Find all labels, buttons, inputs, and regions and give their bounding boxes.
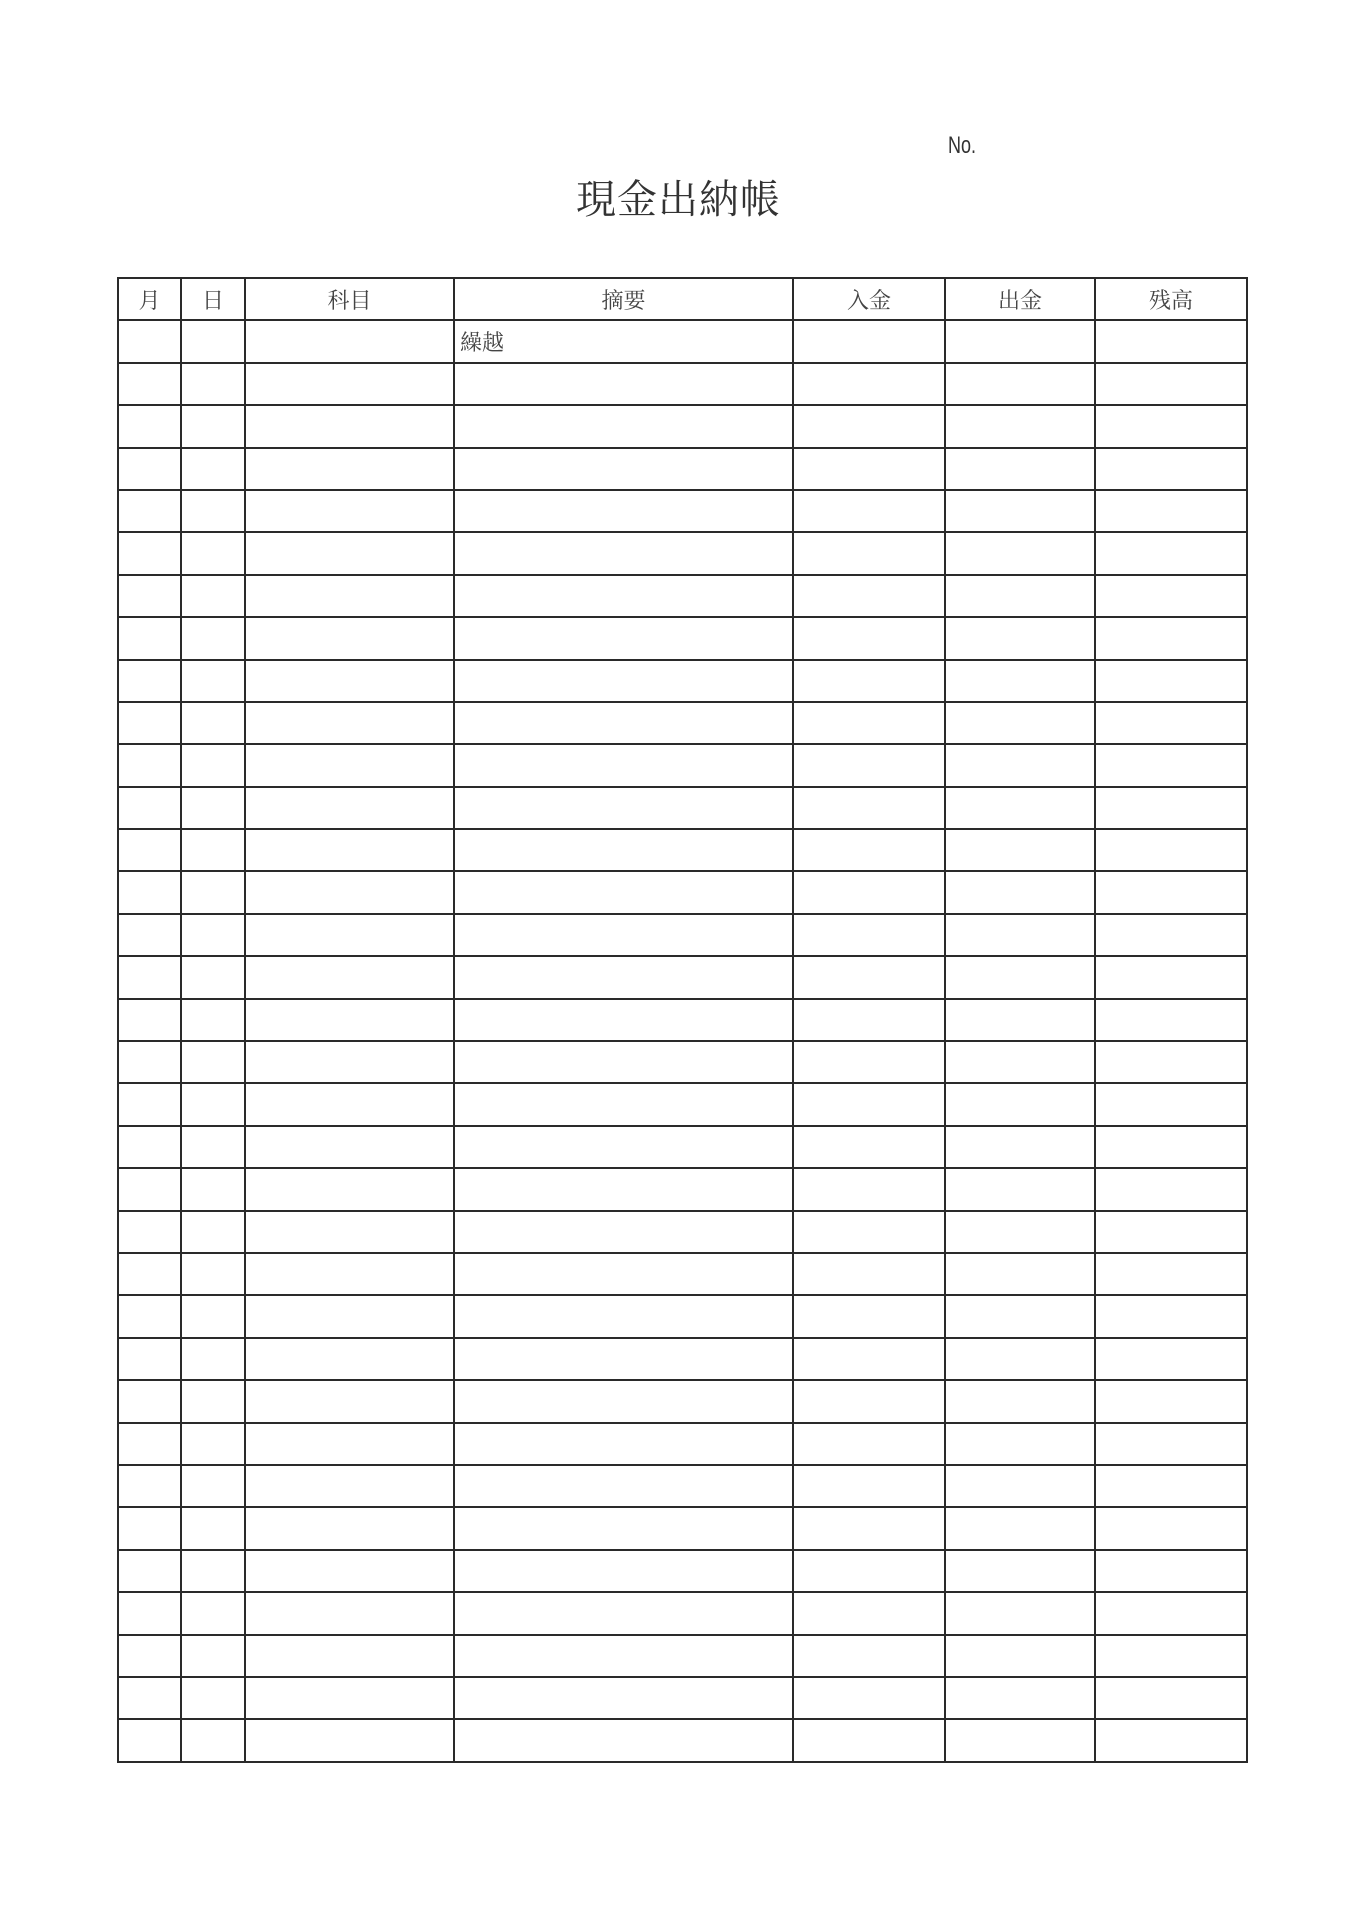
cell-account [245,1168,454,1210]
cell-withdrawal [945,617,1095,659]
cell-withdrawal [945,490,1095,532]
ledger-row [118,999,1247,1041]
cell-deposit [793,532,945,574]
column-header-description: 摘要 [454,278,793,320]
cell-day [181,1635,245,1677]
cell-deposit [793,1253,945,1295]
cell-month [118,1253,181,1295]
cell-deposit [793,1635,945,1677]
cell-balance [1095,744,1247,786]
cell-withdrawal [945,956,1095,998]
cell-withdrawal [945,1635,1095,1677]
cell-deposit [793,1550,945,1592]
cell-day [181,744,245,786]
cell-withdrawal [945,1295,1095,1337]
ledger-row [118,1507,1247,1549]
cell-deposit [793,914,945,956]
cell-withdrawal [945,1041,1095,1083]
cell-deposit [793,405,945,447]
cell-account [245,1635,454,1677]
cell-month [118,829,181,871]
cell-balance [1095,999,1247,1041]
cell-deposit [793,1592,945,1634]
cell-deposit [793,1126,945,1168]
cell-balance [1095,1423,1247,1465]
cell-month [118,871,181,913]
cell-day [181,660,245,702]
cell-month [118,617,181,659]
cell-deposit [793,320,945,362]
ledger-row [118,1592,1247,1634]
cell-description [454,405,793,447]
cell-deposit [793,617,945,659]
ledger-row [118,1338,1247,1380]
ledger-row [118,1126,1247,1168]
cell-withdrawal [945,914,1095,956]
cell-day [181,1041,245,1083]
cell-month [118,660,181,702]
cell-account [245,1295,454,1337]
cell-month [118,914,181,956]
cell-month [118,490,181,532]
cell-account [245,660,454,702]
ledger-row [118,660,1247,702]
cell-account [245,1211,454,1253]
cell-account [245,702,454,744]
cell-withdrawal [945,660,1095,702]
cell-withdrawal [945,1126,1095,1168]
cell-account [245,999,454,1041]
cell-withdrawal [945,1677,1095,1719]
cell-account [245,1465,454,1507]
cell-balance [1095,1168,1247,1210]
ledger-row [118,1041,1247,1083]
cell-account [245,617,454,659]
cell-description [454,490,793,532]
cell-description: 繰越 [454,320,793,362]
cell-account [245,1677,454,1719]
cell-account [245,829,454,871]
cell-account [245,1550,454,1592]
cell-withdrawal [945,1719,1095,1761]
cell-day [181,448,245,490]
cell-withdrawal [945,1592,1095,1634]
cell-withdrawal [945,363,1095,405]
ledger-row [118,617,1247,659]
cell-withdrawal [945,702,1095,744]
cell-balance [1095,532,1247,574]
cell-deposit [793,1211,945,1253]
cell-deposit [793,1507,945,1549]
cell-day [181,575,245,617]
cell-day [181,1338,245,1380]
cell-balance [1095,660,1247,702]
page-title: 現金出納帳 [576,177,781,223]
cell-month [118,787,181,829]
cell-description [454,914,793,956]
cell-month [118,1550,181,1592]
cell-deposit [793,363,945,405]
cell-description [454,787,793,829]
cell-withdrawal [945,1507,1095,1549]
cell-description [454,956,793,998]
cell-withdrawal [945,448,1095,490]
cell-deposit [793,744,945,786]
cell-description [454,1677,793,1719]
cell-withdrawal [945,1338,1095,1380]
cell-balance [1095,363,1247,405]
cell-account [245,1592,454,1634]
cell-day [181,1719,245,1761]
cell-month [118,320,181,362]
cell-description [454,1465,793,1507]
ledger-row [118,914,1247,956]
cell-deposit [793,1168,945,1210]
cell-day [181,1253,245,1295]
column-header-month: 月 [118,278,181,320]
cell-withdrawal [945,829,1095,871]
cell-description [454,702,793,744]
cell-account [245,1126,454,1168]
cell-account [245,1380,454,1422]
cell-balance [1095,871,1247,913]
cell-description [454,1719,793,1761]
cell-balance [1095,829,1247,871]
cell-day [181,405,245,447]
ledger-row [118,1550,1247,1592]
cell-withdrawal [945,744,1095,786]
cell-month [118,575,181,617]
ledger-row [118,787,1247,829]
cell-balance [1095,1338,1247,1380]
cell-month [118,1635,181,1677]
ledger-header [118,278,1247,320]
cell-description [454,1550,793,1592]
cell-withdrawal [945,1083,1095,1125]
cell-month [118,1423,181,1465]
cell-account [245,871,454,913]
cell-balance [1095,405,1247,447]
cell-description [454,1380,793,1422]
cell-deposit [793,1041,945,1083]
cell-account [245,914,454,956]
cell-balance [1095,956,1247,998]
cell-day [181,871,245,913]
cell-account [245,1253,454,1295]
cell-description [454,1635,793,1677]
cell-deposit [793,448,945,490]
cell-description [454,448,793,490]
cell-month [118,1168,181,1210]
cell-day [181,617,245,659]
cell-balance [1095,1295,1247,1337]
cell-deposit [793,1083,945,1125]
cell-month [118,1592,181,1634]
cell-withdrawal [945,1465,1095,1507]
cell-withdrawal [945,1380,1095,1422]
ledger-row [118,1295,1247,1337]
column-header-balance: 残高 [1095,278,1247,320]
cell-description [454,1126,793,1168]
cell-account [245,1338,454,1380]
cell-balance [1095,1126,1247,1168]
cell-withdrawal [945,575,1095,617]
cell-description [454,829,793,871]
ledger-row [118,363,1247,405]
ledger-row [118,490,1247,532]
cell-month [118,744,181,786]
cell-description [454,1211,793,1253]
cell-balance [1095,1550,1247,1592]
cell-description [454,1168,793,1210]
cell-withdrawal [945,320,1095,362]
cell-deposit [793,1465,945,1507]
cell-month [118,1719,181,1761]
cell-balance [1095,1719,1247,1761]
cell-withdrawal [945,405,1095,447]
ledger-row [118,1719,1247,1761]
cell-month [118,999,181,1041]
cell-deposit [793,829,945,871]
cell-account [245,1719,454,1761]
cell-month [118,1083,181,1125]
cell-day [181,956,245,998]
cell-deposit [793,1677,945,1719]
cell-deposit [793,660,945,702]
ledger-row [118,532,1247,574]
cell-description [454,1295,793,1337]
cell-day [181,1295,245,1337]
cell-balance [1095,1465,1247,1507]
cell-day [181,914,245,956]
cell-withdrawal [945,871,1095,913]
cell-account [245,1507,454,1549]
cell-description [454,363,793,405]
ledger-row [118,1677,1247,1719]
cell-withdrawal [945,1168,1095,1210]
cell-description [454,660,793,702]
cell-withdrawal [945,1423,1095,1465]
cell-month [118,1338,181,1380]
cell-day [181,829,245,871]
cell-balance [1095,1592,1247,1634]
cell-description [454,1507,793,1549]
ledger-table [117,277,1248,1763]
ledger-row [118,1168,1247,1210]
cell-balance [1095,702,1247,744]
cell-day [181,999,245,1041]
cell-day [181,1380,245,1422]
cell-month [118,1126,181,1168]
cell-month [118,1507,181,1549]
cell-day [181,1592,245,1634]
cell-description [454,871,793,913]
cell-account [245,787,454,829]
column-header-deposit: 入金 [793,278,945,320]
cell-day [181,702,245,744]
cell-withdrawal [945,1253,1095,1295]
cell-balance [1095,914,1247,956]
cell-balance [1095,1041,1247,1083]
cell-balance [1095,1211,1247,1253]
ledger-row [118,448,1247,490]
cell-deposit [793,490,945,532]
cell-month [118,956,181,998]
cell-description [454,744,793,786]
cell-withdrawal [945,532,1095,574]
cell-account [245,956,454,998]
column-header-account: 科目 [245,278,454,320]
cell-balance [1095,617,1247,659]
ledger-row [118,405,1247,447]
cell-description [454,1423,793,1465]
ledger-row [118,1211,1247,1253]
cell-account [245,1041,454,1083]
cell-balance [1095,490,1247,532]
cell-account [245,490,454,532]
cell-month [118,702,181,744]
cell-account [245,448,454,490]
cell-month [118,405,181,447]
cell-description [454,1083,793,1125]
cell-withdrawal [945,999,1095,1041]
cell-day [181,363,245,405]
ledger-row [118,320,1247,362]
cell-balance [1095,1635,1247,1677]
cell-account [245,744,454,786]
cell-description [454,1253,793,1295]
cell-description [454,575,793,617]
ledger-row [118,1635,1247,1677]
cell-month [118,1211,181,1253]
ledger-row [118,1465,1247,1507]
ledger-body [118,320,1247,1761]
cell-month [118,1465,181,1507]
cell-account [245,405,454,447]
cell-withdrawal [945,787,1095,829]
ledger-row [118,1380,1247,1422]
cell-account [245,320,454,362]
cell-deposit [793,702,945,744]
cell-balance [1095,320,1247,362]
ledger-row [118,956,1247,998]
cell-day [181,1168,245,1210]
cell-deposit [793,956,945,998]
cell-withdrawal [945,1550,1095,1592]
cell-description [454,1041,793,1083]
cell-month [118,1677,181,1719]
cell-balance [1095,575,1247,617]
cell-account [245,532,454,574]
cell-deposit [793,575,945,617]
cell-account [245,363,454,405]
cell-month [118,1041,181,1083]
ledger-row [118,1083,1247,1125]
cell-balance [1095,1253,1247,1295]
cell-day [181,1465,245,1507]
cell-day [181,787,245,829]
cell-deposit [793,1295,945,1337]
cell-month [118,1380,181,1422]
ledger-row [118,871,1247,913]
cell-deposit [793,1338,945,1380]
cell-description [454,1592,793,1634]
column-header-day: 日 [181,278,245,320]
cell-month [118,532,181,574]
ledger-row [118,744,1247,786]
page-number-label: No. [948,132,977,159]
cell-deposit [793,871,945,913]
ledger-row [118,829,1247,871]
cell-balance [1095,787,1247,829]
cell-day [181,1507,245,1549]
cell-deposit [793,787,945,829]
ledger-row [118,1423,1247,1465]
cell-month [118,448,181,490]
cell-description [454,999,793,1041]
cell-deposit [793,1423,945,1465]
cell-day [181,490,245,532]
cell-deposit [793,999,945,1041]
cell-day [181,320,245,362]
cell-deposit [793,1380,945,1422]
cell-day [181,532,245,574]
ledger-row [118,575,1247,617]
cell-balance [1095,1083,1247,1125]
ledger-row [118,1253,1247,1295]
cell-description [454,532,793,574]
cell-day [181,1423,245,1465]
cell-withdrawal [945,1211,1095,1253]
cell-day [181,1083,245,1125]
column-header-withdrawal: 出金 [945,278,1095,320]
cell-balance [1095,448,1247,490]
cell-day [181,1550,245,1592]
ledger-header-row [118,278,1247,320]
cell-account [245,1423,454,1465]
cell-description [454,617,793,659]
cell-month [118,1295,181,1337]
cell-day [181,1211,245,1253]
cell-day [181,1677,245,1719]
cell-day [181,1126,245,1168]
cell-month [118,363,181,405]
cell-balance [1095,1677,1247,1719]
cell-description [454,1338,793,1380]
cell-balance [1095,1380,1247,1422]
ledger-row [118,702,1247,744]
cell-account [245,1083,454,1125]
cell-deposit [793,1719,945,1761]
cell-balance [1095,1507,1247,1549]
cell-account [245,575,454,617]
